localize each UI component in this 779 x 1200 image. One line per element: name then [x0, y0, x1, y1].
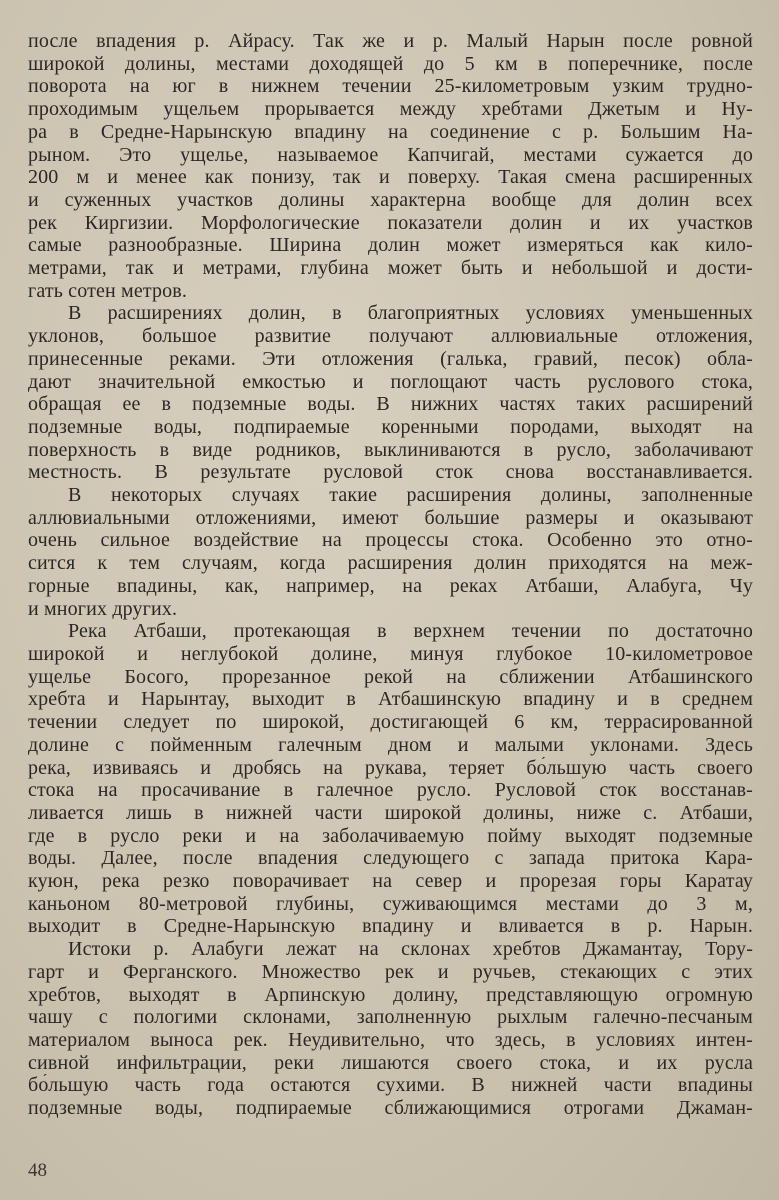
text-line: материалом выноса рек. Неудивительно, что здесь, в условиях интен-: [28, 1028, 753, 1051]
text-line: поворота на юг в нижнем течении 25-километровым узким трудно-: [28, 75, 753, 98]
text-line: сивной инфильтрации, реки лишаются своего стока, и их русла: [28, 1051, 753, 1074]
paragraph-4: [28, 620, 753, 938]
text-line: гать сотен метров.: [28, 279, 188, 302]
text-line: долине с пойменным галечным дном и малыми уклонами. Здесь: [28, 733, 753, 756]
text-line: принесенные реками. Эти отложения (галька, гравий, песок) обла-: [28, 347, 753, 370]
page-number: 48: [28, 1160, 47, 1181]
text-line: широкой и неглубокой долине, минуя глубокое 10-километровое: [28, 642, 753, 665]
text-line: подземные воды, подпираемые сближающимися отрогами Джаман-: [28, 1097, 753, 1120]
text-line: река, извиваясь и дробясь на рукава, теряет бо́льшую часть своего: [28, 756, 753, 779]
text-line: чашу с пологими склонами, заполненную рыхлым галечно-песчаным: [28, 1006, 753, 1029]
text-line: ра в Средне-Нарынскую впадину на соединение с р. Большим На-: [28, 120, 753, 143]
text-line: рыном. Это ущелье, называемое Капчигай, местами сужается до: [28, 143, 753, 166]
text-line: проходимым ущельем прорывается между хребтами Джетым и Ну-: [28, 98, 753, 121]
text-line: куюн, река резко поворачивает на север и прорезая горы Каратау: [28, 870, 753, 893]
text-line: ливается лишь в нижней части широкой долины, ниже с. Атбаши,: [28, 801, 753, 824]
text-line: Река Атбаши, протекающая в верхнем течении по достаточно: [68, 620, 753, 643]
text-line: выходит в Средне-Нарынскую впадину и вливается в р. Нарын.: [28, 915, 753, 938]
text-line: рек Киргизии. Морфологические показатели долин и их участков: [28, 211, 753, 234]
text-line: метрами, так и метрами, глубина может быть и небольшой и дости-: [28, 257, 753, 280]
text-line: течении следует по широкой, достигающей 6 км, террасированной: [28, 711, 753, 734]
text-line: самые разнообразные. Ширина долин может измеряться как кило-: [28, 234, 753, 257]
text-line: обращая ее в подземные воды. В нижних частях таких расширений: [28, 393, 753, 416]
text-line: хребтов, выходят в Арпинскую долину, представляющую огромную: [28, 983, 753, 1006]
text-line: и многих других.: [28, 597, 178, 620]
text-line: очень сильное воздействие на процессы стока. Особенно это отно-: [28, 529, 753, 552]
paragraph-2: [28, 302, 753, 484]
text-line: дают значительной емкостью и поглощают часть руслового стока,: [28, 370, 753, 393]
text-line: каньоном 80-метровой глубины, суживающимся местами до 3 м,: [28, 892, 753, 915]
text-line: после впадения р. Айрасу. Так же и р. Малый Нарын после ровной: [28, 30, 753, 52]
text-line: подземные воды, подпираемые коренными породами, выходят на: [28, 415, 753, 438]
text-line: В некоторых случаях такие расширения долины, заполненные: [68, 484, 753, 507]
text-line: ущелье Босого, прорезанное рекой на сближении Атбашинского: [28, 665, 753, 688]
text-line: хребта и Нарынтау, выходит в Атбашинскую впадину и в среднем: [28, 688, 753, 711]
body-text: [28, 30, 753, 1120]
text-line: Истоки р. Алабуги лежат на склонах хребтов Джамантау, Тору-: [68, 938, 753, 961]
paragraph-1: [28, 30, 753, 302]
text-line: где в русло реки и на заболачиваемую пойму выходят подземные: [28, 824, 753, 847]
text-line: местность. В результате русловой сток снова восстанавливается.: [28, 461, 753, 484]
text-line: гарт и Ферганского. Множество рек и ручьев, стекающих с этих: [28, 960, 753, 983]
text-line: 200 м и менее как понизу, так и поверху. Такая смена расширенных: [28, 166, 753, 189]
text-line: стока на просачивание в галечное русло. Русловой сток восстанав-: [28, 779, 753, 802]
text-line: широкой долины, местами доходящей до 5 км в поперечнике, после: [28, 52, 753, 75]
text-line: В расширениях долин, в благоприятных условиях уменьшенных: [68, 302, 753, 325]
text-line: и суженных участков долины характерна вообще для долин всех: [28, 188, 753, 211]
text-line: аллювиальными отложениями, имеют большие размеры и оказывают: [28, 506, 753, 529]
text-line: поверхность в виде родников, выклиниваются в русло, заболачивают: [28, 438, 753, 461]
paragraph-3: [28, 484, 753, 620]
paragraph-5: [28, 938, 753, 1120]
text-line: горные впадины, как, например, на реках Атбаши, Алабуга, Чу: [28, 574, 753, 597]
text-line: воды. Далее, после впадения следующего с запада притока Кара-: [28, 847, 753, 870]
text-line: бо́льшую часть года остаются сухими. В нижней части впадины: [28, 1074, 753, 1097]
text-line: уклонов, большое развитие получают аллювиальные отложения,: [28, 325, 753, 348]
text-line: сится к тем случаям, когда расширения долин приходятся на меж-: [28, 552, 753, 575]
